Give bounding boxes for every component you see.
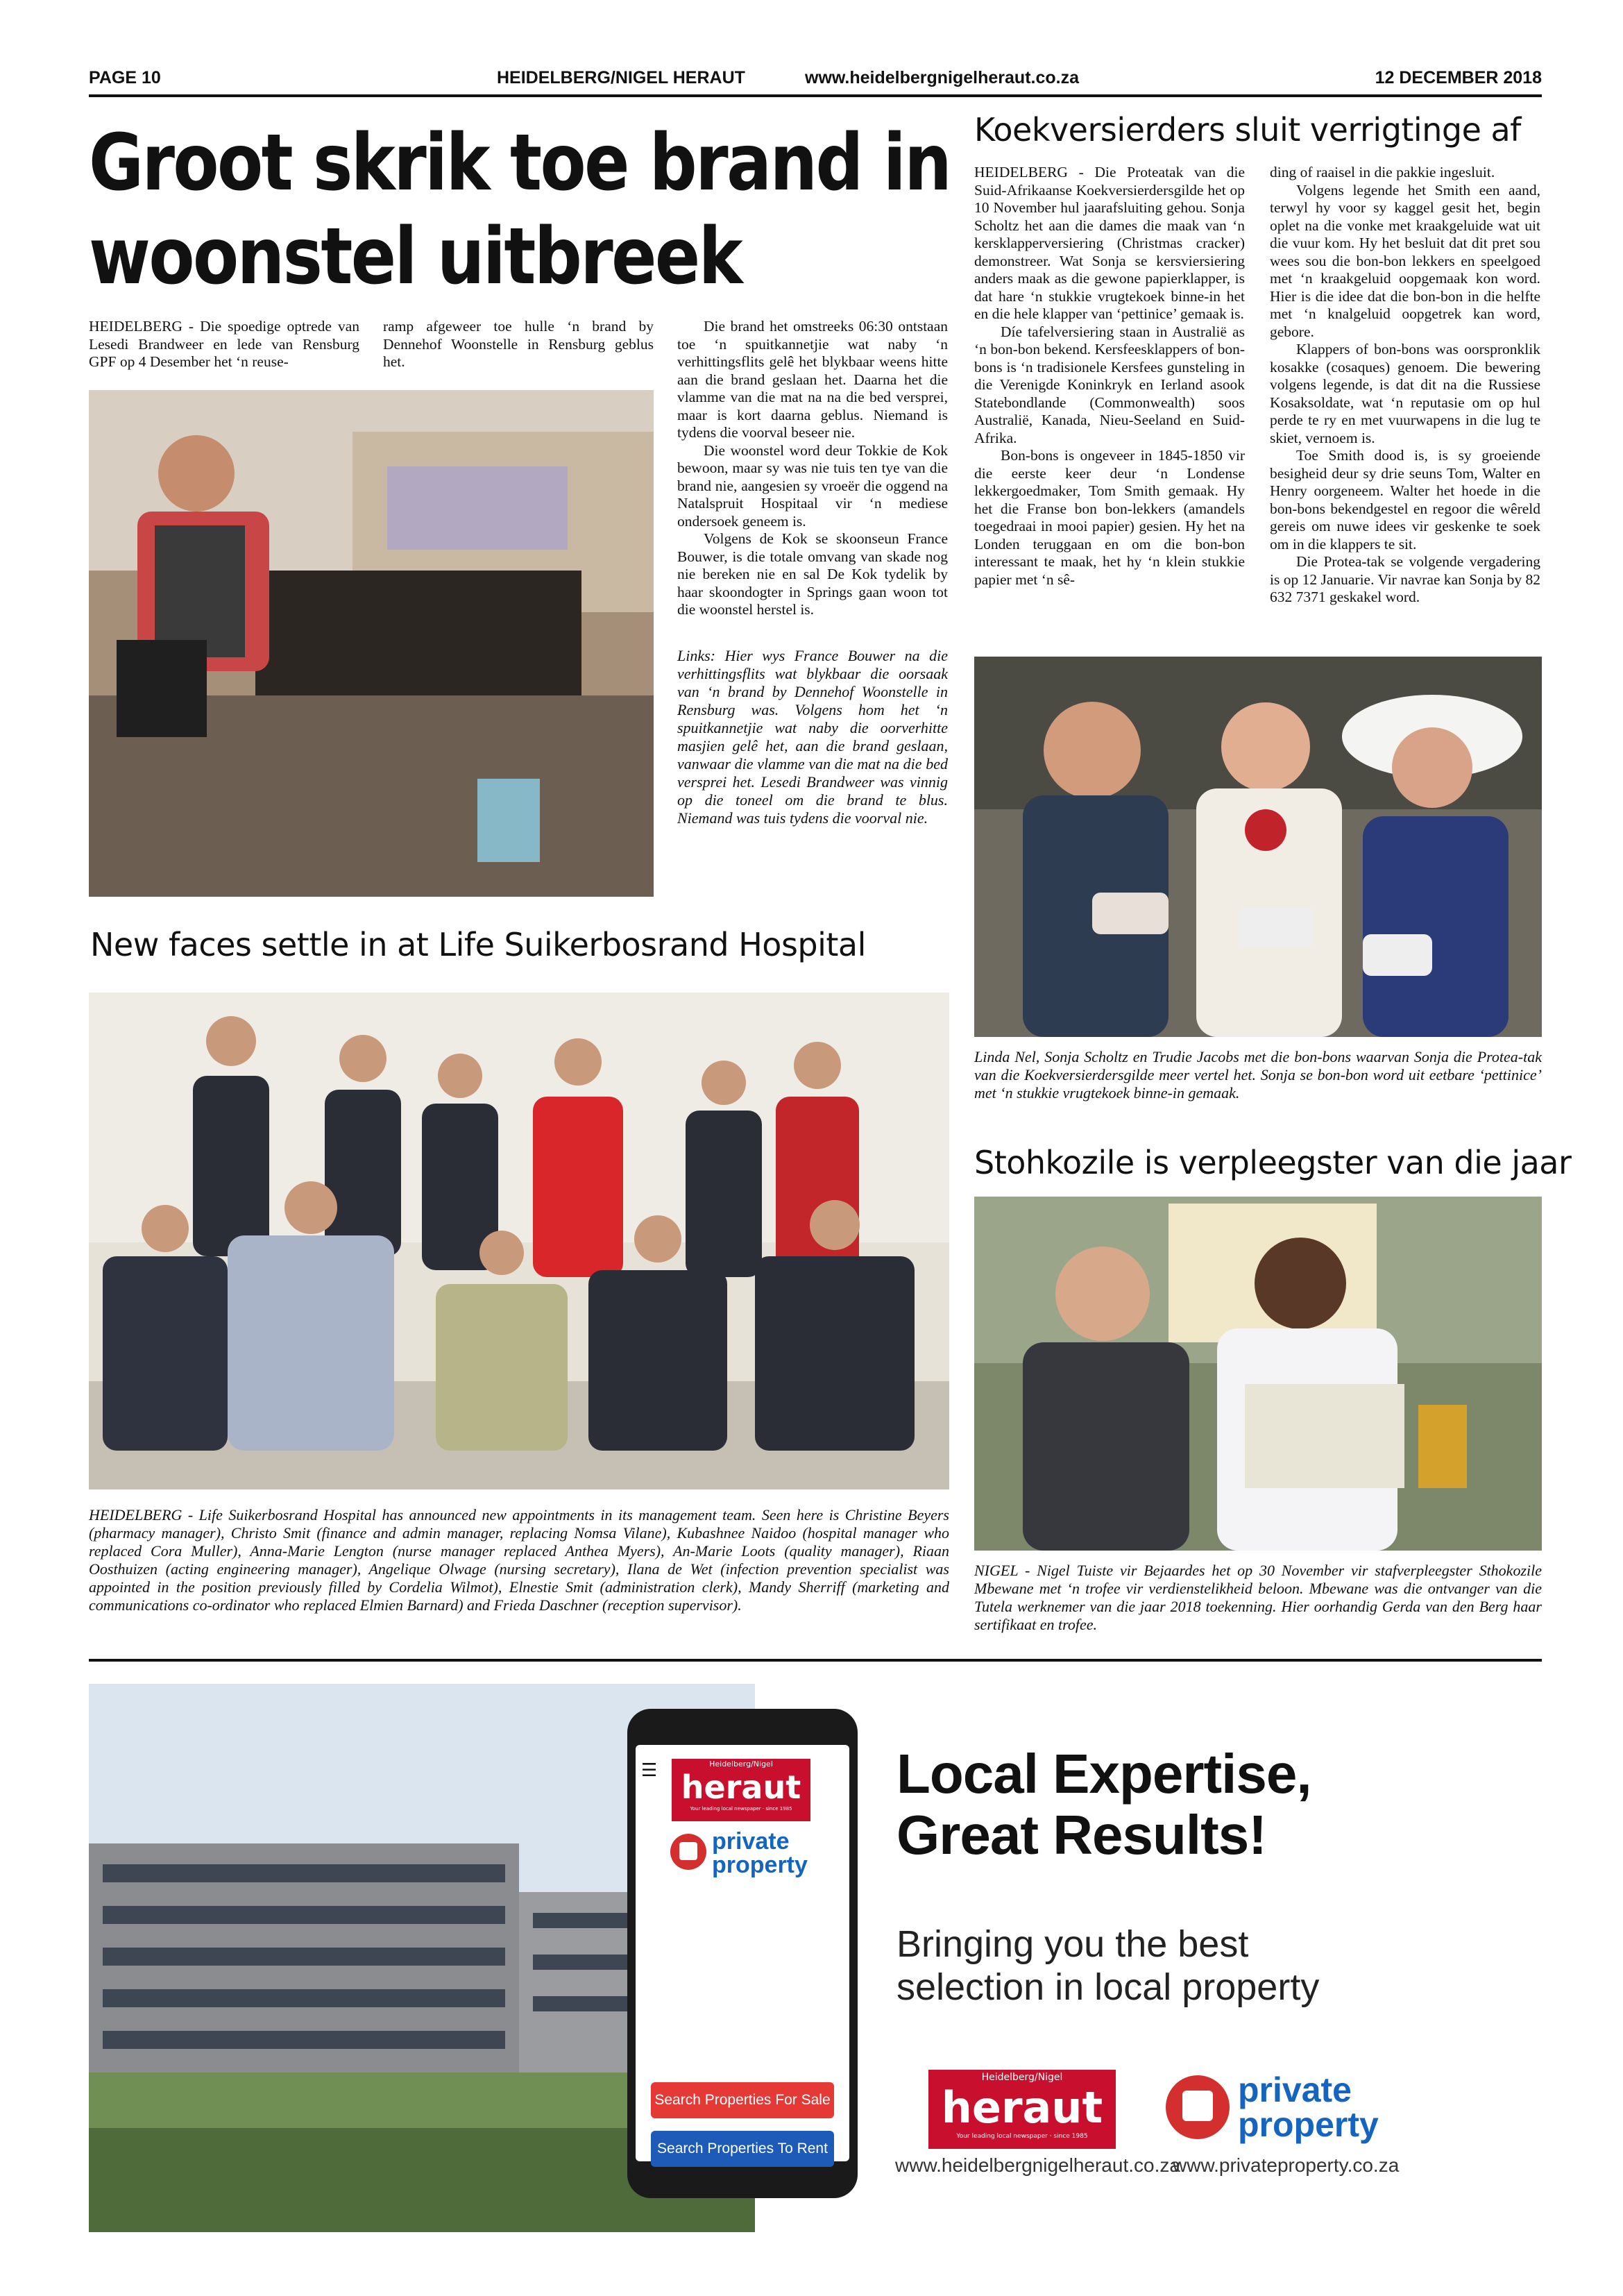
cake-photo [974, 657, 1542, 1037]
phone-logo-word: heraut [681, 1769, 801, 1806]
cake-col2-p2: Volgens legende het Smith een aand, terwyl hy voor sy kaggel gesit het, begin oplet na die vonke met kraakgeluide wat uit die vuur kom. Hy het besluit dat dit pret sou wees sou die bon-bon lekkers en speelgoed met ‘n kraakgeluid oopgemaak kon word. Hier is die idee dat die bon-bon in die helfte met ‘n knalgeluid oopgetrek kan word, gebore. [1270, 181, 1540, 340]
cake-col2-p1: ding of raaisel in die pakkie ingesluit. [1270, 164, 1495, 180]
heraut-logo [928, 2070, 1116, 2149]
hospital-photo [89, 993, 949, 1489]
fire-headline-line1: Groot skrik toe brand in [89, 118, 951, 208]
private-property-icon [1166, 2075, 1230, 2139]
phone-pp-line2: property [712, 1852, 808, 1878]
pp-logo-line1: private [1238, 2070, 1352, 2109]
ad-sub-line1: Bringing you the best [897, 1923, 1249, 1965]
fire-col3-p3: Volgens de Kok se skoonseun France Bouwer, is die totale omvang van skade nog nie bereken nie en sal De Kok tydelik by haar skoondogter in Springs gaan woon tot die woonstel herstel is. [677, 530, 948, 618]
section-divider [89, 1659, 1542, 1662]
cake-col1-p2: Díe tafelversiering staan in Australië as ‘n bon-bon bekend. Kersfeesklappers of bon-bons is ‘n tradisionele Kersfees gunsteling in die Verenigde Koninkryk en Ierland asook Statebondlande (Commonwealth) soos Australië, Kanada, Nieu-Seeland en Suid-Afrika. [974, 323, 1245, 446]
private-property-url[interactable]: www.privateproperty.co.za [1173, 2154, 1400, 2176]
heraut-logo-tag: Your leading local newspaper · since 1985 [956, 2133, 1088, 2140]
phone-logo-tag: Your leading local newspaper · since 1985 [690, 1806, 792, 1812]
paper-name: HEIDELBERG/NIGEL HERAUT [497, 68, 745, 87]
cake-col2-p4: Toe Smith dood is, is sy groeiende besigheid deur sy drie seuns Tom, Walter en Henry oorgeneem. Walter het hoede in die bon-bons bekendgestel en regoor die wêreld gereis om nuwe idees vir geskenke te soek om in die klappers te sit. [1270, 447, 1540, 552]
fire-col1 [89, 318, 359, 371]
pp-house-icon [670, 1834, 706, 1870]
phone-pp-line1: private [712, 1828, 790, 1855]
search-sale-button[interactable]: Search Properties For Sale [651, 2082, 834, 2118]
fire-caption: Links: Hier wys France Bouwer na die verhittingsflits wat blykbaar die oorsaak van ‘n brand by Dennehof Woonstelle in Rensburg was. Volgens hom het ‘n spuitkannetjie wat naby die oorverhitte masjien gelê het, aan die brand geslaan, vanwaar die vlamme van die mat na die bed versprei het. Lesedi Brandweer was vinnig op die toneel om die brand te blus. Niemand was tuis tydens die voorval nie. [677, 647, 948, 827]
phone-screen [636, 1745, 849, 2161]
menu-icon[interactable]: ☰ [641, 1760, 658, 1781]
cake-caption: Linda Nel, Sonja Scholtz en Trudie Jacobs met die bon-bons waarvan Sonja die Protea-tak van die Koekversierdersgilde meer vertel het. Sonja se bon-bon word uit eetbare ‘pettinice’ met ‘n stukkie vrugtekoek binne-in gemaak. [974, 1048, 1542, 1101]
cake-col2 [1270, 164, 1540, 607]
cake-col1-p1: HEIDELBERG - Die Proteatak van die Suid-Afrikaanse Koekversierdersgilde het op 10 November hul jaarafsluiting gehou. Sonja Scholtz het aan die dames die maak van ‘n kersklapperversiering (Christmas cracker) demonstreer. Wat Sonja se kersviersiering anders maak as die gewone papierklapper, is dat hare ‘n stukkie vrugtekoek binne-in het en die hele klapper van ‘pettinice’ gemaak is. [974, 164, 1245, 322]
heraut-url[interactable]: www.heidelbergnigelheraut.co.za [895, 2154, 1180, 2176]
cake-title: Koekversierders sluit verrigtinge af [974, 111, 1521, 149]
phone-mockup [627, 1709, 858, 2198]
cake-col1 [974, 164, 1245, 589]
issue-date: 12 DECEMBER 2018 [1375, 68, 1542, 87]
fire-headline-line2: woonstel uitbreek [89, 212, 742, 302]
fire-col3 [677, 318, 948, 619]
page-number: PAGE 10 [89, 68, 161, 87]
ad-headline [897, 1744, 1311, 1866]
ad-headline-line1: Local Expertise, [897, 1743, 1311, 1805]
fire-col1-text: HEIDELBERG - Die spoedige optrede van Lesedi Brandweer en lede van Rensburg GPF op 4 Desember het ‘n reuse- [89, 318, 359, 370]
ad-sub-line2: selection in local property [897, 1966, 1320, 2008]
fire-headline [89, 117, 950, 304]
search-rent-button[interactable]: Search Properties To Rent [651, 2131, 834, 2167]
hospital-caption: HEIDELBERG - Life Suikerbosrand Hospital has announced new appointments in its management team. Seen here is Christine Beyers (pharmacy manager), Christo Smit (finance and admin manager, replacing Nomsa Vilane), Kubashnee Naidoo (hospital manager who replaced Cora Muller), Anna-Marie Lengton (nurse manager replaced Anthea Myers), An-Marie Loots (quality manager), Riaan Oosthuizen (acting engineering manager), Angelique Olwage (nursing secretary), Ilana de Wet (infection prevention specialist was appointed in the position previously filled by Cordelia Wilmot), Elnestie Smit (administration clerk), Mandy Sherriff (marketing and communications co-ordinator who replaced Elmien Barnard) and Frieda Daschner (reception supervisor). [89, 1506, 949, 1614]
fire-col2 [383, 318, 654, 371]
hospital-title: New faces settle in at Life Suikerbosrand Hospital [90, 926, 866, 963]
phone-logo-top: Heidelberg/Nigel [709, 1759, 773, 1769]
nurse-photo [974, 1197, 1542, 1551]
fire-col3-p2: Die woonstel word deur Tokkie de Kok bewoon, maar sy was nie tuis ten tye van die brand nie, aangesien sy vroeër die oggend na Natalspruit Hospitaal vir ‘n mediese ondersoek geneem is. [677, 441, 948, 530]
cake-col1-p3: Bon-bons is ongeveer in 1845-1850 vir die eerste keer deur ‘n Londense lekkergoedmaker, Tom Smith gemaak. Hy het die Franse bon bon-lekkers (amandels toegedraai in mooi papier) gesien. Hy het na Londen teruggaan en om die bon-bon interessant te maak, het hy ‘n klein stukkie papier met ‘n sê- [974, 447, 1245, 588]
website-link[interactable]: www.heidelbergnigelheraut.co.za [805, 68, 1079, 87]
page-header [89, 64, 1542, 97]
fire-photo [89, 390, 654, 897]
ad-headline-line2: Great Results! [897, 1804, 1266, 1866]
phone-pp-text [712, 1830, 808, 1877]
nurse-caption: NIGEL - Nigel Tuiste vir Bejaardes het op 30 November vir stafverpleegster Sthokozile Mbewane met ‘n trofee vir verdienstelikheid beloon. Mbewane was die ontvanger van die Tutela werknemer van die jaar 2018 toekenning. Hier oorhandig Gerda van den Berg haar sertifikaat en trofee. [974, 1562, 1542, 1633]
fire-col3-p1: Die brand het omstreeks 06:30 ontstaan toe ‘n spuitkannetjie wat naby ‘n verhittingsflits gelê het blykbaar weens hitte aan die brand geslaan het. Daarna het die vlamme van die mat na na die bed versprei, maar is kort daarna geblus. Niemand is tydens die voorval beseer nie. [677, 318, 948, 441]
heraut-logo-word: heraut [941, 2082, 1103, 2133]
phone-heraut-logo [672, 1759, 810, 1821]
fire-col2-text: ramp afgeweer toe hulle ‘n brand by Dennehof Woonstelle in Rensburg geblus het. [383, 318, 654, 370]
cake-col2-p5: Die Protea-tak se volgende vergadering is op 12 Januarie. Vir navrae kan Sonja by 82 632 7371 geskakel word. [1270, 553, 1541, 605]
ad-subheadline [897, 1923, 1319, 2009]
private-property-logo [1238, 2070, 1379, 2144]
heraut-logo-top: Heidelberg/Nigel [981, 2072, 1063, 2083]
cake-col2-p3: Klappers of bon-bons was oorspronklik kosakke (cosaques) genoem. Die bewering volgens legende, is dat dit na die Russiese Kosaksoldate, wat ‘n reputasie om op hul perde te ry en met vuurwapens in die lug te skiet, vernoem is. [1270, 341, 1540, 446]
pp-logo-line2: property [1238, 2105, 1379, 2144]
nurse-title: Stohkozile is verpleegster van die jaar [974, 1144, 1572, 1181]
